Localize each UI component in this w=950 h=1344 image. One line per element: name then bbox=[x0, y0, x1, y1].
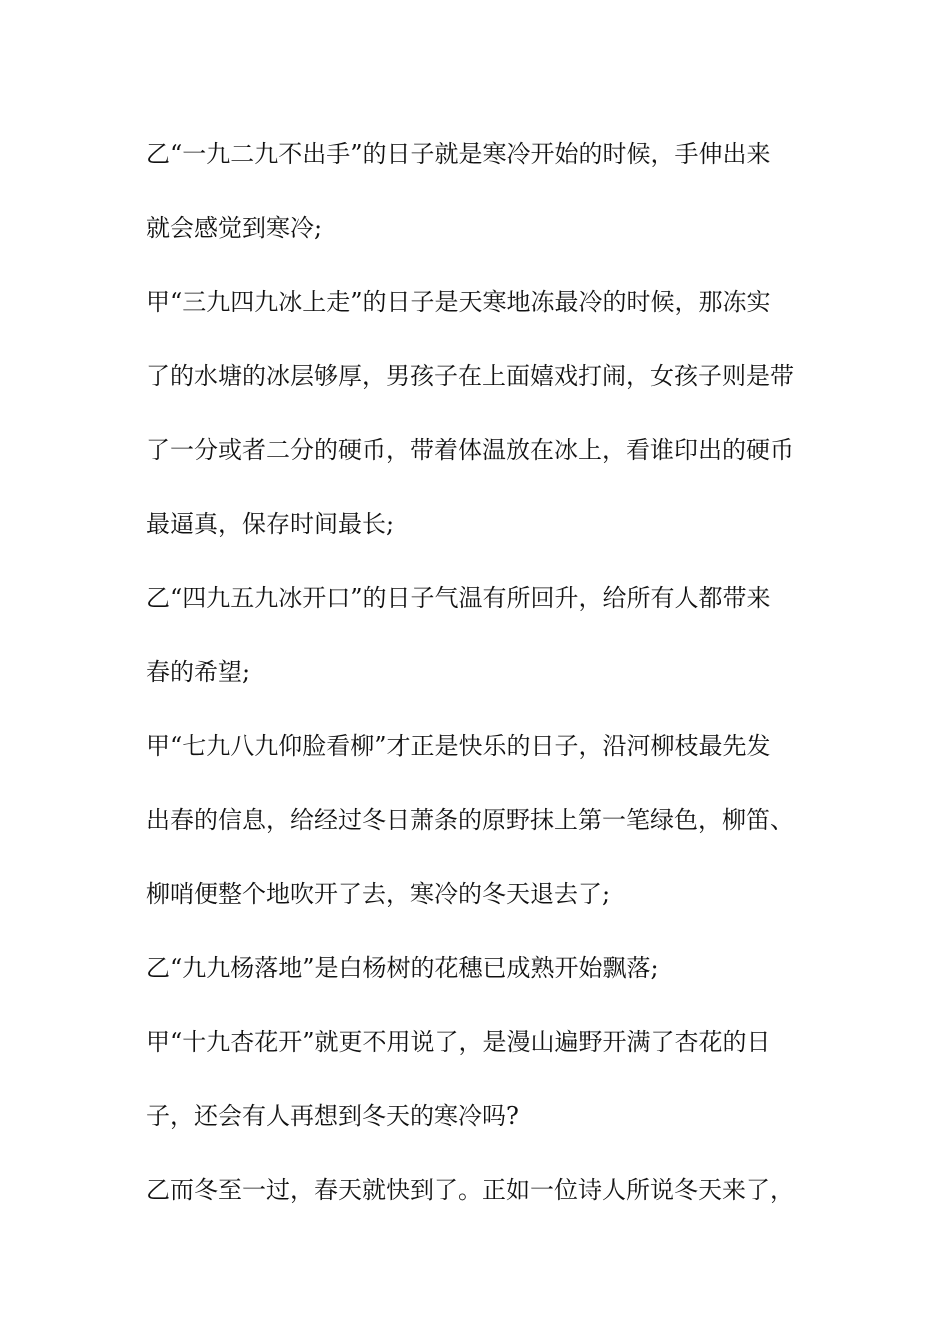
text-line-9: 甲“七九八九仰脸看柳”才正是快乐的日子，沿河柳枝最先发 bbox=[146, 732, 771, 760]
text-line-3: 甲“三九四九冰上走”的日子是天寒地冻最冷的时候，那冻实 bbox=[146, 288, 771, 316]
text-line-4: 了的水塘的冰层够厚，男孩子在上面嬉戏打闹，女孩子则是带 bbox=[146, 362, 794, 390]
text-line-8: 春的希望; bbox=[146, 658, 251, 686]
text-line-15: 乙而冬至一过，春天就快到了。正如一位诗人所说冬天来了， bbox=[146, 1176, 794, 1204]
text-line-6: 最逼真，保存时间最长; bbox=[146, 510, 395, 538]
text-line-5: 了一分或者二分的硬币，带着体温放在冰上，看谁印出的硬币 bbox=[146, 436, 794, 464]
text-line-10: 出春的信息，给经过冬日萧条的原野抹上第一笔绿色，柳笛、 bbox=[146, 806, 794, 834]
text-line-13: 甲“十九杏花开”就更不用说了，是漫山遍野开满了杏花的日 bbox=[146, 1028, 771, 1056]
document-body bbox=[146, 132, 808, 1242]
text-line-1: 乙“一九二九不出手”的日子就是寒冷开始的时候，手伸出来 bbox=[146, 140, 771, 168]
text-line-12: 乙“九九杨落地”是白杨树的花穗已成熟开始飘落; bbox=[146, 954, 659, 982]
text-line-2: 就会感觉到寒冷; bbox=[146, 214, 323, 242]
text-line-14: 子，还会有人再想到冬天的寒冷吗? bbox=[146, 1102, 519, 1130]
text-line-7: 乙“四九五九冰开口”的日子气温有所回升，给所有人都带来 bbox=[146, 584, 771, 612]
text-line-11: 柳哨便整个地吹开了去，寒冷的冬天退去了; bbox=[146, 880, 611, 908]
